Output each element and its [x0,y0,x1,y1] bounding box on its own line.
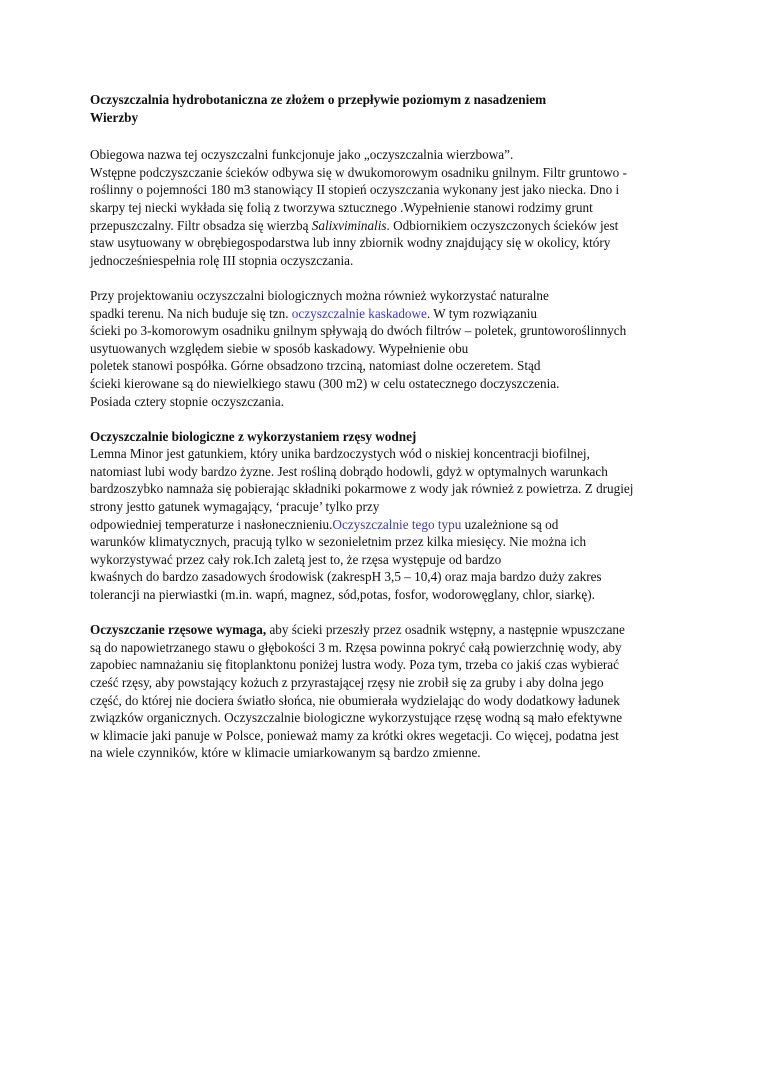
species-name: Salixviminalis [311,217,387,233]
paragraph-line: kwaśnych do bardzo zasadowych środowisk (zakrespH 3,5 – 10,4) oraz maja bardzo duży zakres [90,569,602,585]
section1-heading-line2: Wierzby [90,109,139,125]
paragraph-line: Lemna Minor jest gatunkiem, który unika bardzoczystych wód o niskiej koncentracji biofilnej, [90,446,590,462]
paragraph-line: Oczyszczanie rzęsowe wymaga, aby ścieki przeszły przez osadnik wstępny, a następnie wpuszczane [90,622,625,638]
paragraph-line: są do napowietrzanego stawu o głębokości 3 m. Rzęsa powinna pokryć całą powierzchnię wody, aby [90,639,622,655]
type-link[interactable]: Oczyszczalnie tego typu [332,516,462,532]
paragraph-line: spadki terenu. Na nich buduje się tzn. oczyszczalnie kaskadowe. W tym rozwiązaniu [90,305,538,321]
paragraph-line: odpowiedniej temperaturze i nasłonecznieniu.Oczyszczalnie tego typu uzależnione są od [90,516,559,532]
paragraph-line: Posiada cztery stopnie oczyszczania. [90,393,285,409]
paragraph-line: ścieki kierowane są do niewielkiego stawu (300 m2) w celu ostatecznego doczyszczenia. [90,375,560,391]
paragraph-line: jednocześniespełnia rolę III stopnia oczyszczania. [90,252,354,268]
paragraph-line: poletek stanowi pospółka. Górne obsadzono trzciną, natomiast dolne oczeretem. Stąd [90,358,541,374]
document-body [90,91,680,762]
paragraph-line: bardzoszybko namnaża się pobierając składniki pokarmowe z wody jak również z powietrza. Z drugiej [90,481,634,497]
paragraph-line: wykorzystywać przez cały rok.Ich zaletą jest to, że rzęsa występuje od bardzo [90,551,502,567]
paragraph-line: na wiele czynników, które w klimacie umiarkowanym są bardzo zmienne. [90,745,481,761]
paragraph-line: Obiegowa nazwa tej oczyszczalni funkcjonuje jako „oczyszczalnia wierzbowa”. [90,147,514,163]
paragraph-line: staw usytuowany w obrębiegospodarstwa lub inny zbiornik wodny znajdujący się w okolicy, który [90,235,611,251]
paragraph-line: Wstępne podczyszczanie ścieków odbywa się w dwukomorowym osadniku gnilnym. Filtr gruntowo - [90,164,627,180]
section1-heading-line1: Oczyszczalnia hydrobotaniczna ze złożem o przepływie poziomym z nasadzeniem [90,92,547,107]
section2-heading: Oczyszczalnie biologiczne z wykorzystaniem rzęsy wodnej [90,428,417,444]
paragraph-line: związków organicznych. Oczyszczalnie biologiczne wykorzystujące rzęsę wodną są mało efektywne [90,710,623,726]
paragraph-line: cześć rzęsy, aby powstający kożuch z przyrastającej rzęsy nie zrobił się za gruby i aby dolna jego [90,675,604,690]
paragraph-line: strony jestto gatunek wymagający, ‘pracuje’ tylko przy [90,499,380,515]
paragraph-line: zapobiec namnażaniu się fitoplanktonu poniżej lustra wody. Poza tym, trzeba co jakiś czas wybierać [90,657,620,673]
paragraph-line: w klimacie jaki panuje w Polsce, ponieważ mamy za krótki okres wegetacji. Co więcej, podatna jest [90,727,619,743]
paragraph-line: skarpy tej niecki wykłada się folią z tworzywa sztucznego .Wypełnienie stanowi rodzimy grunt [90,199,593,215]
paragraph-line: ścieki po 3-komorowym osadniku gnilnym spływają do dwóch filtrów – poletek, gruntoworoślinnych [90,323,627,339]
paragraph-line: Przy projektowaniu oczyszczalni biologicznych można również wykorzystać naturalne [90,287,549,303]
paragraph-line: warunków klimatycznych, pracują tylko w sezonieletnim przez kilka miesięcy. Nie można ich [90,534,587,550]
paragraph-line: usytuowanych względem siebie w sposób kaskadowy. Wypełnienie obu [90,340,469,356]
paragraph-line: część, do której nie dociera światło słońca, nie obumierała wydzielając do wody dodatkowy ładunek [90,692,620,708]
paragraph-line: roślinny o pojemności 180 m3 stanowiący II stopień oczyszczania wykonany jest jako niecka. Dno i [90,182,620,198]
paragraph-line: przepuszczalny. Filtr obsadza się wierzbą Salixviminalis. Odbiornikiem oczyszczonych ścieków jest [90,217,619,233]
section3-lead: Oczyszczanie rzęsowe wymaga, [90,622,267,638]
paragraph-line: tolerancji na pierwiastki (m.in. wapń, magnez, sód,potas, fosfor, wodorowęglany, chlor, siarkę). [90,587,595,603]
cascade-link[interactable]: oczyszczalnie kaskadowe [291,305,427,321]
paragraph-line: natomiast lubi wody bardzo żyzne. Jest rośliną dobrądo hodowli, gdyż w optymalnych warunkach [90,463,608,479]
